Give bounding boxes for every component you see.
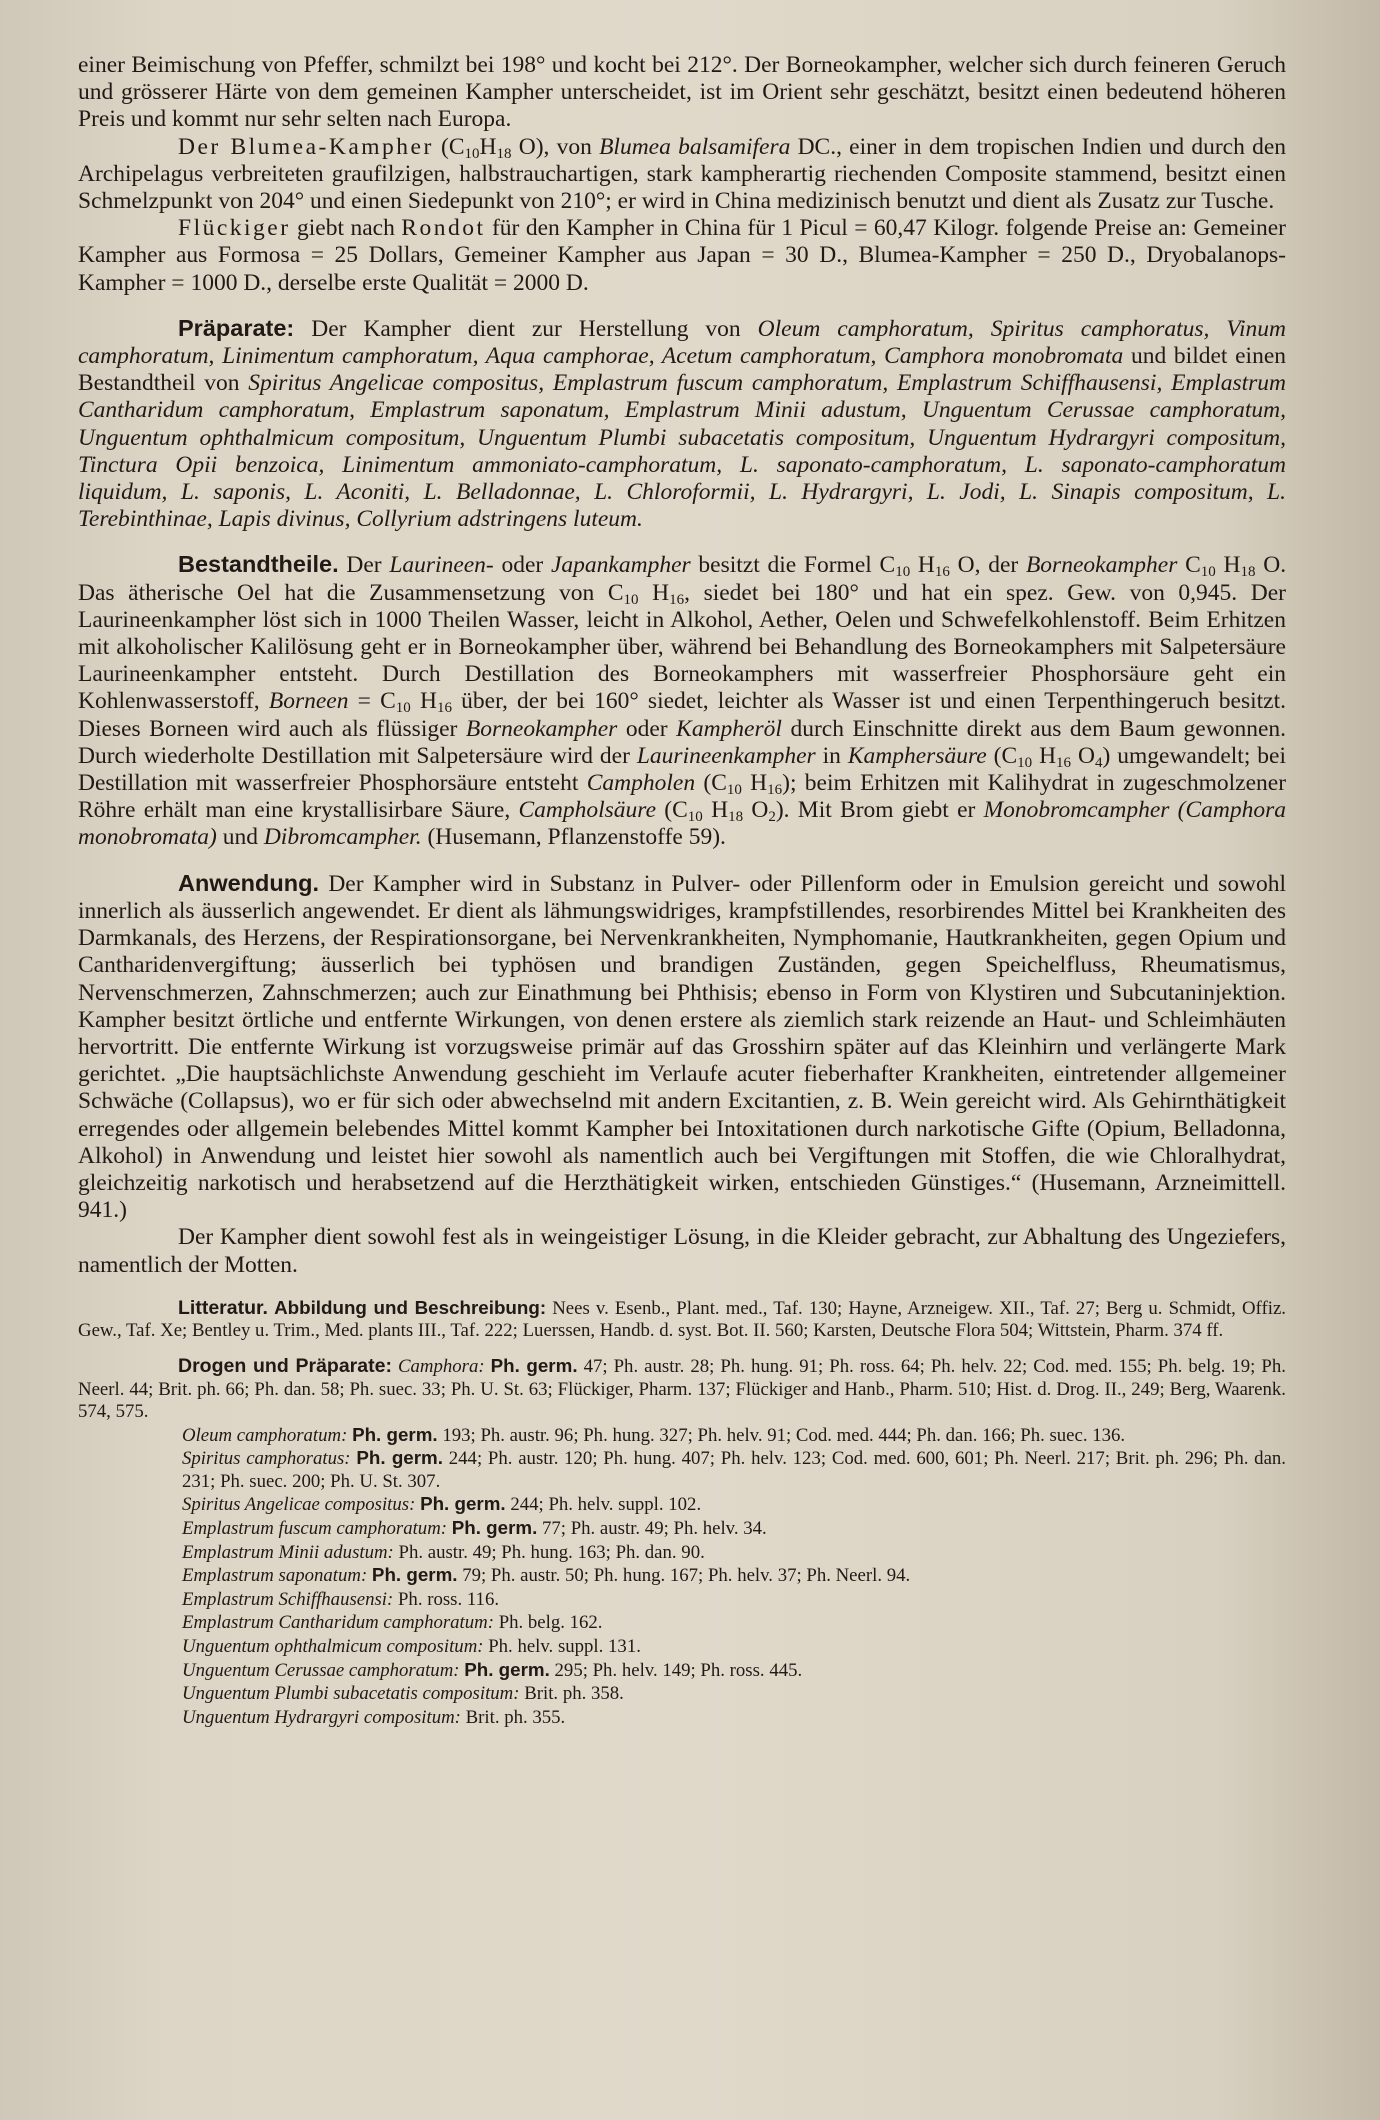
- litteratur-heading: Litteratur.: [178, 1296, 268, 1319]
- drogen-paragraph: Drogen und Präparate: Camphora: Ph. germ. 47; Ph. austr. 28; Ph. hung. 91; Ph. ross. 64; Ph. helv. 22; Cod. med. 155; Ph. belg. 19; Ph. Neerl. 44; Brit. ph. 66; Ph. dan. 58; Ph. suec. 33; Ph. U. St. 63; Flückiger, Pharm. 137; Flückiger and Hanb., Pharm. 510; Hist. d. Drog. II., 249; Berg, Waarenk. 574, 575.: [78, 1354, 1286, 1423]
- bestandtheile-heading: Bestandtheile.: [178, 551, 339, 578]
- anwendung-paragraph-2: Der Kampher dient sowohl fest als in weingeistiger Lösung, in die Kleider gebracht, zur Abhaltung des Ungeziefers, namentlich der Motten.: [78, 1224, 1286, 1278]
- preparation-entry: Unguentum Hydrargyri compositum: Brit. ph. 355.: [182, 1706, 566, 1728]
- preparation-entry: Emplastrum Minii adustum: Ph. austr. 49; Ph. hung. 163; Ph. dan. 90.: [182, 1541, 705, 1563]
- preparation-entry: Spiritus Angelicae compositus: Ph. germ. 244; Ph. helv. suppl. 102.: [182, 1493, 702, 1516]
- drogen-heading: Drogen und Präparate:: [178, 1354, 392, 1377]
- preparation-entry: Spiritus camphoratus: Ph. germ. 244; Ph. austr. 120; Ph. hung. 407; Ph. helv. 123; Cod. med. 600, 601; Ph. Neerl. 217; Brit. ph. 296; Ph. dan. 231; Ph. suec. 200; Ph. U. St. 307.: [182, 1447, 1286, 1492]
- anwendung-heading: Anwendung.: [178, 869, 319, 896]
- praeparate-heading: Präparate:: [178, 314, 295, 341]
- preparation-entry: Unguentum ophthalmicum compositum: Ph. helv. suppl. 131.: [182, 1636, 641, 1658]
- drogen-list: [78, 1424, 1286, 1730]
- praeparate-paragraph: Präparate: Der Kampher dient zur Herstellung von Oleum camphoratum, Spiritus camphoratus, Vinum camphoratum, Linimentum camphoratum, Aqua camphorae, Acetum camphoratum, Camphora monobromata und bildet einen Bestandtheil von Spiritus Angelicae compositus, Emplastrum fuscum camphoratum, Emplastrum Schiffhausensi, Emplastrum Cantharidum camphoratum, Emplastrum saponatum, Emplastrum Minii adustum, Unguentum Cerussae camphoratum, Unguentum ophthalmicum compositum, Unguentum Plumbi subacetatis compositum, Unguentum Hydrargyri compositum, Tinctura Opii benzoica, Linimentum ammoniato-camphoratum, L. saponato-camphoratum, L. saponato-camphoratum liquidum, L. saponis, L. Aconiti, L. Belladonnae, L. Chloroformii, L. Hydrargyri, L. Jodi, L. Sinapis compositum, L. Terebinthinae, Lapis divinus, Collyrium adstringens luteum.: [78, 314, 1287, 533]
- page-text: [78, 52, 1286, 1729]
- anwendung-paragraph: Anwendung. Der Kampher wird in Substanz in Pulver- oder Pillenform oder in Emulsion gereicht und sowohl innerlich als äusserlich angewendet. Er dient als lähmungswidriges, krampfstillendes, resorbirendes Mittel bei Krankheiten des Darmkanals, des Herzens, der Respirationsorgane, bei Nervenkrankheiten, Nymphomanie, Hautkrankheiten, gegen Opium und Cantharidenvergiftung; äusserlich bei typhösen und brandigen Zuständen, gegen Speichelfluss, Rheumatismus, Nervenschmerzen, Zahnschmerzen; auch zur Einathmung bei Phthisis; ebenso in Form von Klystiren und Subcutaninjektion. Kampher besitzt örtliche und entfernte Wirkungen, von denen erstere als ziemlich stark reizende an Haut- und Schleimhäuten hervortritt. Die entfernte Wirkung ist vorzugsweise primär auf das Grosshirn später auf das Kleinhirn und verlängerte Mark gerichtet. „Die hauptsächlichste Anwendung geschieht im Verlaufe acuter fieberhafter Krankheiten, eintretender allgemeiner Schwäche (Collapsus), wo er für sich oder abwechselnd mit andern Excitantien, z. B. Wein gereicht wird. Als Gehirnthätigkeit erregendes oder allgemein belebendes Mittel kommt Kampher bei Intoxitationen durch narkotische Gifte (Opium, Belladonna, Alkohol) in Anwendung und leistet hier sowohl als namentlich auch bei Vergiftungen mit Stoffen, die wie Chloralhydrat, gleichzeitig narkotisch und herabsetzend auf die Herzthätigkeit wirken, entschieden Günstiges.“ (Husemann, Arzneimittell. 941.): [78, 869, 1286, 1224]
- preparation-entry: Emplastrum Cantharidum camphoratum: Ph. belg. 162.: [182, 1612, 603, 1634]
- preparation-entry: Unguentum Plumbi subacetatis compositum: Brit. ph. 358.: [182, 1683, 624, 1705]
- preparation-entry: Unguentum Cerussae camphoratum: Ph. germ. 295; Ph. helv. 149; Ph. ross. 445.: [182, 1658, 803, 1681]
- preparation-entry: Emplastrum Schiffhausensi: Ph. ross. 116.: [182, 1588, 500, 1610]
- litteratur-paragraph: Litteratur. Abbildung und Beschreibung: Nees v. Esenb., Plant. med., Taf. 130; Hayne, Arzneigew. XII., Taf. 27; Berg u. Schmidt, Offiz. Gew., Taf. Xe; Bentley u. Trim., Med. plants III., Taf. 222; Luerssen, Handb. d. syst. Bot. II. 560; Karsten, Deutsche Flora 504; Wittstein, Pharm. 374 ff.: [78, 1296, 1286, 1342]
- preparation-entry: Emplastrum fuscum camphoratum: Ph. germ. 77; Ph. austr. 49; Ph. helv. 34.: [182, 1517, 767, 1540]
- bestandtheile-paragraph: Bestandtheile. Der Laurineen- oder Japankampher besitzt die Formel $C_{10}$ $H_{16}$ O, der Borneokampher $C_{10}$ $H_{18}$ O. Das ätherische Oel hat die Zusammensetzung von $C_{10}$ $H_{16}$, siedet bei 180° und hat ein spez. Gew. von 0,945. Der Laurineenkampher löst sich in 1000 Theilen Wasser, leicht in Alkohol, Aether, Oelen und Schwefelkohlenstoff. Beim Erhitzen mit alkoholischer Kalilösung geht er in Borneokampher über, während bei Behandlung des Borneokamphers mit Salpetersäure Laurineenkampher entsteht. Durch Destillation des Borneokamphers mit wasserfreier Phosphorsäure geht ein Kohlenwasserstoff, Borneen = $C_{10}$ $H_{16}$ über, der bei 160° siedet, leichter als Wasser ist und einen Terpenthingeruch besitzt. Dieses Borneen wird auch als flüssiger Borneokampher oder Kampheröl durch Einschnitte direkt aus dem Baum gewonnen. Durch wiederholte Destillation mit Salpetersäure wird der Laurineenkampher in Kamphersäure ($C_{10}$ $H_{16}$ $O_4$) umgewandelt; bei Destillation mit wasserfreier Phosphorsäure entsteht Campholen ($C_{10}$ $H_{16}$); beim Erhitzen mit Kalihydrat in zugeschmolzener Röhre erhält man eine krystallisirbare Säure, Campholsäure ($C_{10}$ $H_{18}$ $O_2$). Mit Brom giebt er Monobromcampher (Camphora monobromata) und Dibromcampher. (Husemann, Pflanzenstoffe 59).: [78, 551, 1287, 851]
- preparation-entry: Emplastrum saponatum: Ph. germ. 79; Ph. austr. 50; Ph. hung. 167; Ph. helv. 37; Ph. Neerl. 94.: [182, 1564, 911, 1587]
- prices-paragraph: Flückiger giebt nach Rondot für den Kampher in China für 1 Picul = 60,47 Kilogr. folgende Preise an: Gemeiner Kampher aus Formosa = 25 Dollars, Gemeiner Kampher aus Japan = 30 D., Blumea-Kampher = 250 D., Dryobalanops-Kampher = 1000 D., derselbe erste Qualität = 2000 D.: [78, 215, 1286, 296]
- intro-paragraph: einer Beimischung von Pfeffer, schmilzt bei 198° und kocht bei 212°. Der Borneokampher, welcher sich durch feineren Geruch und grösserer Härte von dem gemeinen Kampher unterscheidet, ist im Orient sehr geschätzt, besitzt einen bedeutend höheren Preis und kommt nur sehr selten nach Europa.: [78, 52, 1286, 133]
- preparation-entry: Oleum camphoratum: Ph. germ. 193; Ph. austr. 96; Ph. hung. 327; Ph. helv. 91; Cod. med. 444; Ph. dan. 166; Ph. suec. 136.: [182, 1423, 1126, 1446]
- blumea-paragraph: Der Blumea-Kampher ($C_{10}H_{18}$ O), von Blumea balsamifera DC., einer in dem tropischen Indien und durch den Archipelagus verbreiteten graufilzigen, halbstrauchartigen, stark kampherartig riechenden Composite stammend, besitzt einen Schmelzpunkt von 204° und einen Siedepunkt von 210°; er wird in China medizinisch benutzt und dient als Zusatz zur Tusche.: [78, 133, 1286, 215]
